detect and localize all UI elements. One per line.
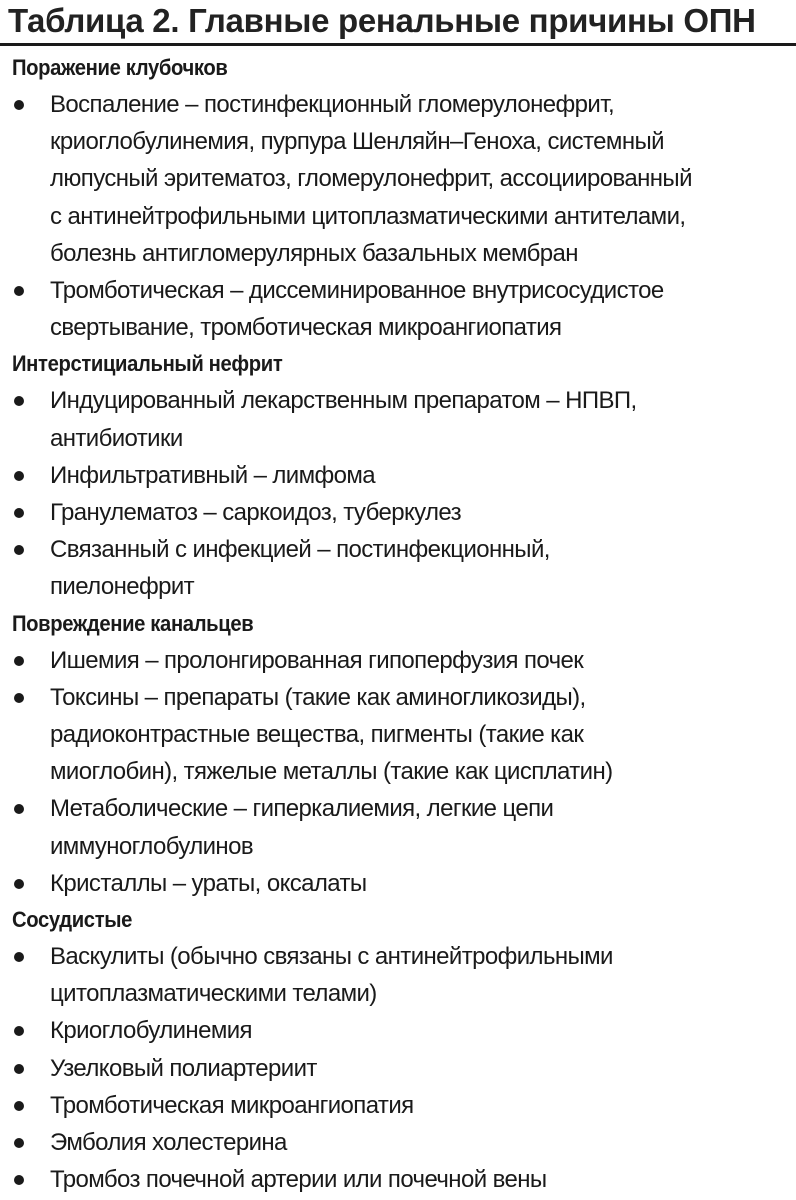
list-item bbox=[12, 272, 792, 346]
bullet-icon bbox=[14, 471, 24, 481]
bullet-icon bbox=[14, 1138, 24, 1148]
section-interstitial-nephritis bbox=[12, 346, 792, 605]
bullet-icon bbox=[14, 879, 24, 889]
list-item-text: Метаболические – гиперкалиемия, легкие цепи иммуноглобулинов bbox=[50, 795, 554, 860]
list-item-text: Васкулиты (обычно связаны с антинейтрофильными цитоплазматическими телами) bbox=[50, 943, 613, 1008]
list-item-text: Тромботическая микроангиопатия bbox=[50, 1091, 414, 1119]
list-item bbox=[12, 679, 792, 791]
section-heading: Интерстициальный нефрит bbox=[12, 351, 283, 377]
bullet-icon bbox=[14, 656, 24, 666]
bullet-icon bbox=[14, 1064, 24, 1074]
bullet-list bbox=[12, 938, 792, 1198]
list-item bbox=[12, 86, 792, 272]
list-item bbox=[12, 1012, 792, 1049]
bullet-icon bbox=[14, 286, 24, 296]
table-body bbox=[12, 50, 792, 1198]
bullet-list bbox=[12, 86, 792, 346]
list-item-text: Токсины – препараты (такие как аминогликозиды), радиоконтрастные вещества, пигменты (такие как миоглобин), тяжелые металлы (такие как цисплатин) bbox=[50, 683, 613, 786]
section-glomerular bbox=[12, 50, 792, 346]
list-item-text: Узелковый полиартериит bbox=[50, 1054, 317, 1082]
bullet-icon bbox=[14, 508, 24, 518]
list-item bbox=[12, 382, 792, 456]
bullet-icon bbox=[14, 396, 24, 406]
list-item bbox=[12, 865, 792, 902]
list-item bbox=[12, 1050, 792, 1087]
list-item-text: Воспаление – постинфекционный гломерулонефрит, криоглобулинемия, пурпура Шенляйн–Геноха, системный люпусный эритематоз, гломерулонефрит, ассоциированный с антинейтрофильными цитоплазматическими антителами, болезнь антигломерулярных базальных мембран bbox=[50, 91, 692, 267]
list-item bbox=[12, 457, 792, 494]
list-item-text: Тромбоз почечной артерии или почечной вены bbox=[50, 1166, 547, 1194]
section-vascular bbox=[12, 902, 792, 1198]
list-item bbox=[12, 642, 792, 679]
list-item bbox=[12, 1124, 792, 1161]
list-item-text: Гранулематоз – саркоидоз, туберкулез bbox=[50, 499, 462, 527]
list-item-text: Криоглобулинемия bbox=[50, 1017, 252, 1045]
list-item bbox=[12, 790, 792, 864]
section-heading: Повреждение канальцев bbox=[12, 610, 254, 636]
bullet-icon bbox=[14, 100, 24, 110]
bullet-icon bbox=[14, 1026, 24, 1036]
list-item bbox=[12, 1161, 792, 1198]
list-item-text: Кристаллы – ураты, оксалаты bbox=[50, 869, 367, 897]
bullet-icon bbox=[14, 952, 24, 962]
bullet-icon bbox=[14, 693, 24, 703]
section-heading: Поражение клубочков bbox=[12, 55, 228, 80]
table-title: Таблица 2. Главные ренальные причины ОПН bbox=[8, 2, 756, 39]
list-item-text: Ишемия – пролонгированная гипоперфузия почек bbox=[50, 646, 584, 674]
section-tubular-damage bbox=[12, 606, 792, 902]
bullet-icon bbox=[14, 1175, 24, 1185]
bullet-list bbox=[12, 642, 792, 902]
list-item bbox=[12, 531, 792, 605]
list-item bbox=[12, 1087, 792, 1124]
list-item-text: Тромботическая – диссеминированное внутрисосудистое свертывание, тромботическая микроангиопатия bbox=[50, 277, 664, 342]
list-item-text: Индуцированный лекарственным препаратом – НПВП, антибиотики bbox=[50, 387, 637, 452]
list-item-text: Связанный с инфекцией – постинфекционный, пиелонефрит bbox=[50, 536, 550, 601]
bullet-icon bbox=[14, 804, 24, 814]
list-item bbox=[12, 938, 792, 1012]
list-item-text: Эмболия холестерина bbox=[50, 1129, 287, 1157]
bullet-icon bbox=[14, 1101, 24, 1111]
list-item-text: Инфильтративный – лимфома bbox=[50, 461, 376, 489]
title-divider bbox=[0, 43, 796, 46]
bullet-list bbox=[12, 382, 792, 605]
section-heading: Сосудистые bbox=[12, 907, 133, 933]
bullet-icon bbox=[14, 545, 24, 555]
list-item bbox=[12, 494, 792, 531]
